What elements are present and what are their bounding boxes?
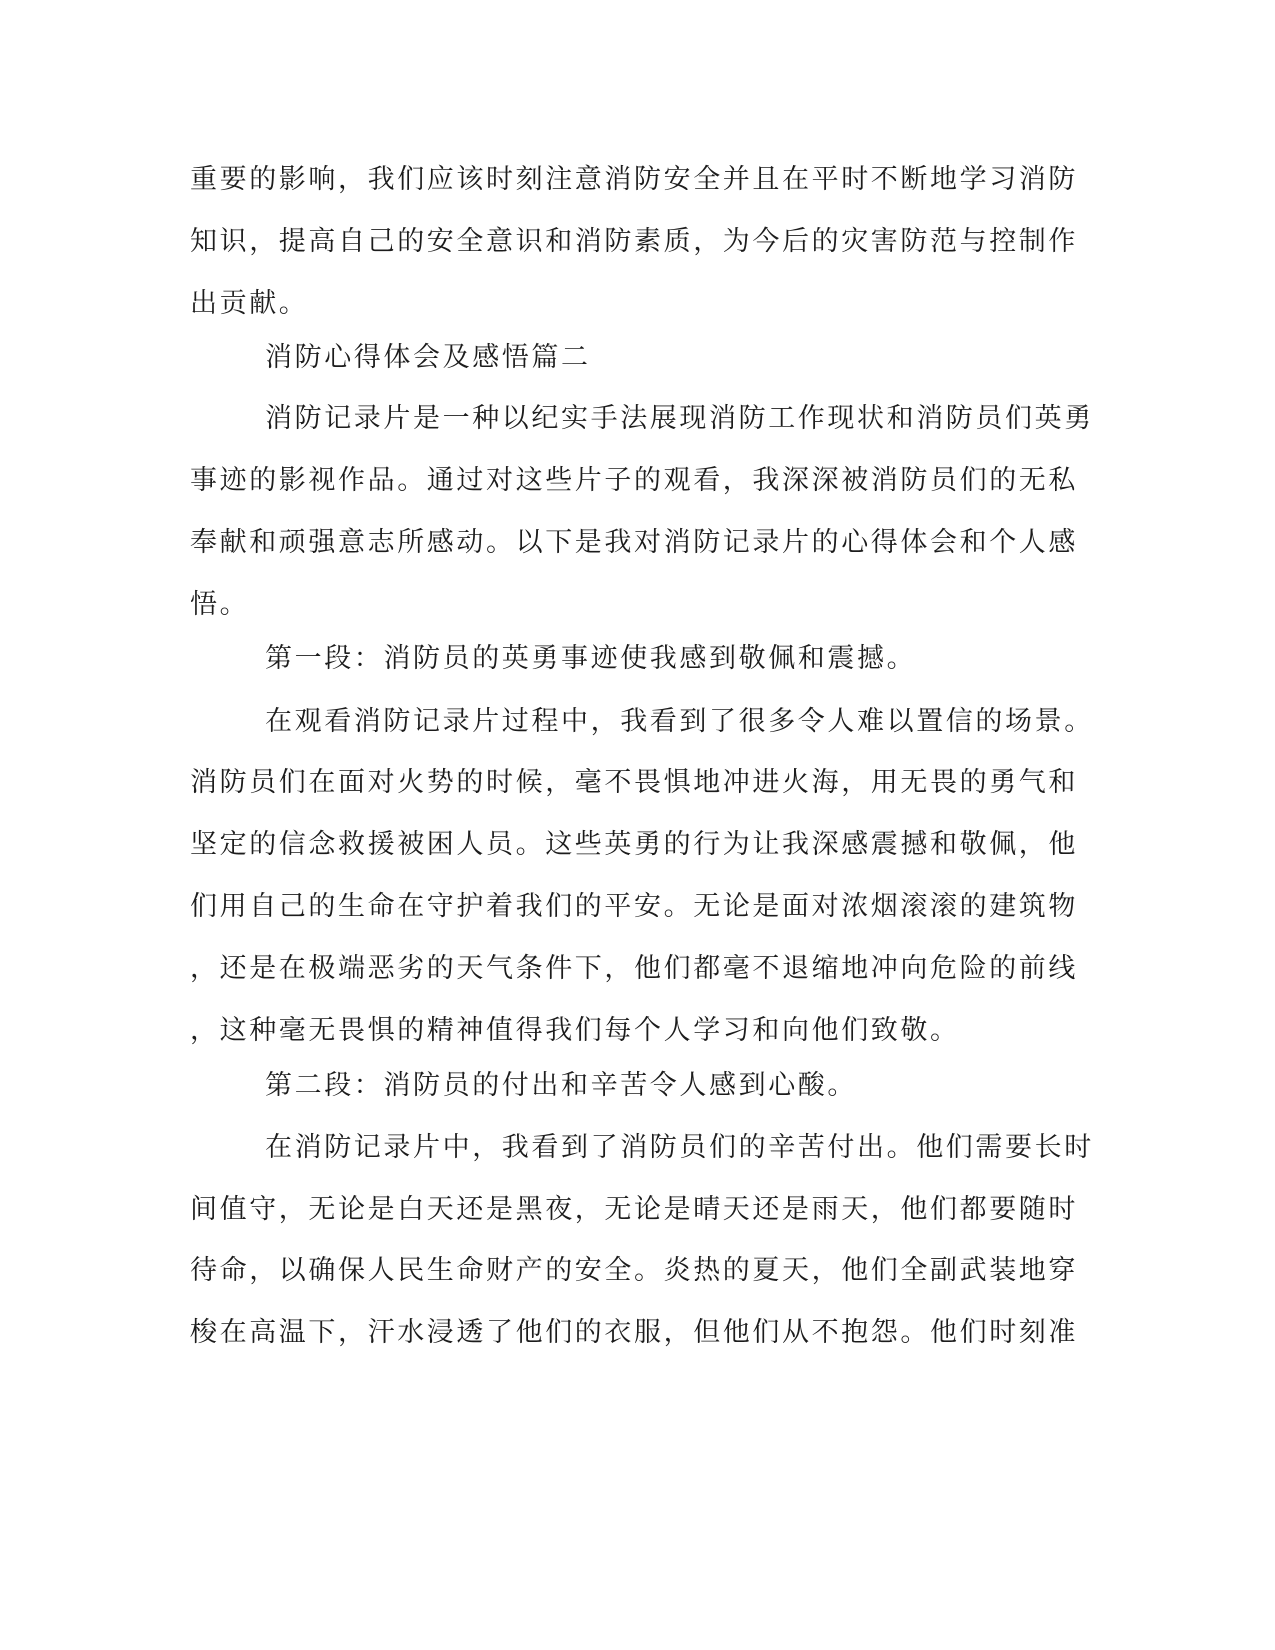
section-heading: 第二段：消防员的付出和辛苦令人感到心酸。 bbox=[265, 1070, 857, 1101]
paragraph-line: 出贡献。 bbox=[190, 288, 309, 319]
paragraph-line: 间值守，无论是白天还是黑夜，无论是晴天还是雨天，他们都要随时 bbox=[190, 1194, 1078, 1225]
paragraph-line: 待命，以确保人民生命财产的安全。炎热的夏天，他们全副武装地穿 bbox=[190, 1255, 1078, 1286]
paragraph-line: 消防员们在面对火势的时候，毫不畏惧地冲进火海，用无畏的勇气和 bbox=[190, 767, 1078, 798]
paragraph-line: 在消防记录片中，我看到了消防员们的辛苦付出。他们需要长时 bbox=[265, 1132, 1094, 1163]
paragraph-line: 奉献和顽强意志所感动。以下是我对消防记录片的心得体会和个人感 bbox=[190, 527, 1078, 558]
paragraph-line: 消防记录片是一种以纪实手法展现消防工作现状和消防员们英勇 bbox=[265, 403, 1094, 434]
paragraph-line: ，这种毫无畏惧的精神值得我们每个人学习和向他们致敬。 bbox=[190, 1015, 960, 1046]
paragraph-line: 知识，提高自己的安全意识和消防素质，为今后的灾害防范与控制作 bbox=[190, 226, 1078, 257]
section-heading: 消防心得体会及感悟篇二 bbox=[265, 342, 591, 373]
paragraph-line: 坚定的信念救援被困人员。这些英勇的行为让我深感震撼和敬佩，他 bbox=[190, 829, 1078, 860]
paragraph-line: 们用自己的生命在守护着我们的平安。无论是面对浓烟滚滚的建筑物 bbox=[190, 891, 1078, 922]
paragraph-line: 悟。 bbox=[190, 589, 250, 620]
paragraph-line: ，还是在极端恶劣的天气条件下，他们都毫不退缩地冲向危险的前线 bbox=[190, 953, 1078, 984]
paragraph-line: 梭在高温下，汗水浸透了他们的衣服，但他们从不抱怨。他们时刻准 bbox=[190, 1317, 1078, 1348]
paragraph-line: 在观看消防记录片过程中，我看到了很多令人难以置信的场景。 bbox=[265, 706, 1094, 737]
paragraph-line: 重要的影响，我们应该时刻注意消防安全并且在平时不断地学习消防 bbox=[190, 164, 1078, 195]
paragraph-line: 事迹的影视作品。通过对这些片子的观看，我深深被消防员们的无私 bbox=[190, 465, 1078, 496]
section-heading: 第一段：消防员的英勇事迹使我感到敬佩和震撼。 bbox=[265, 643, 917, 674]
